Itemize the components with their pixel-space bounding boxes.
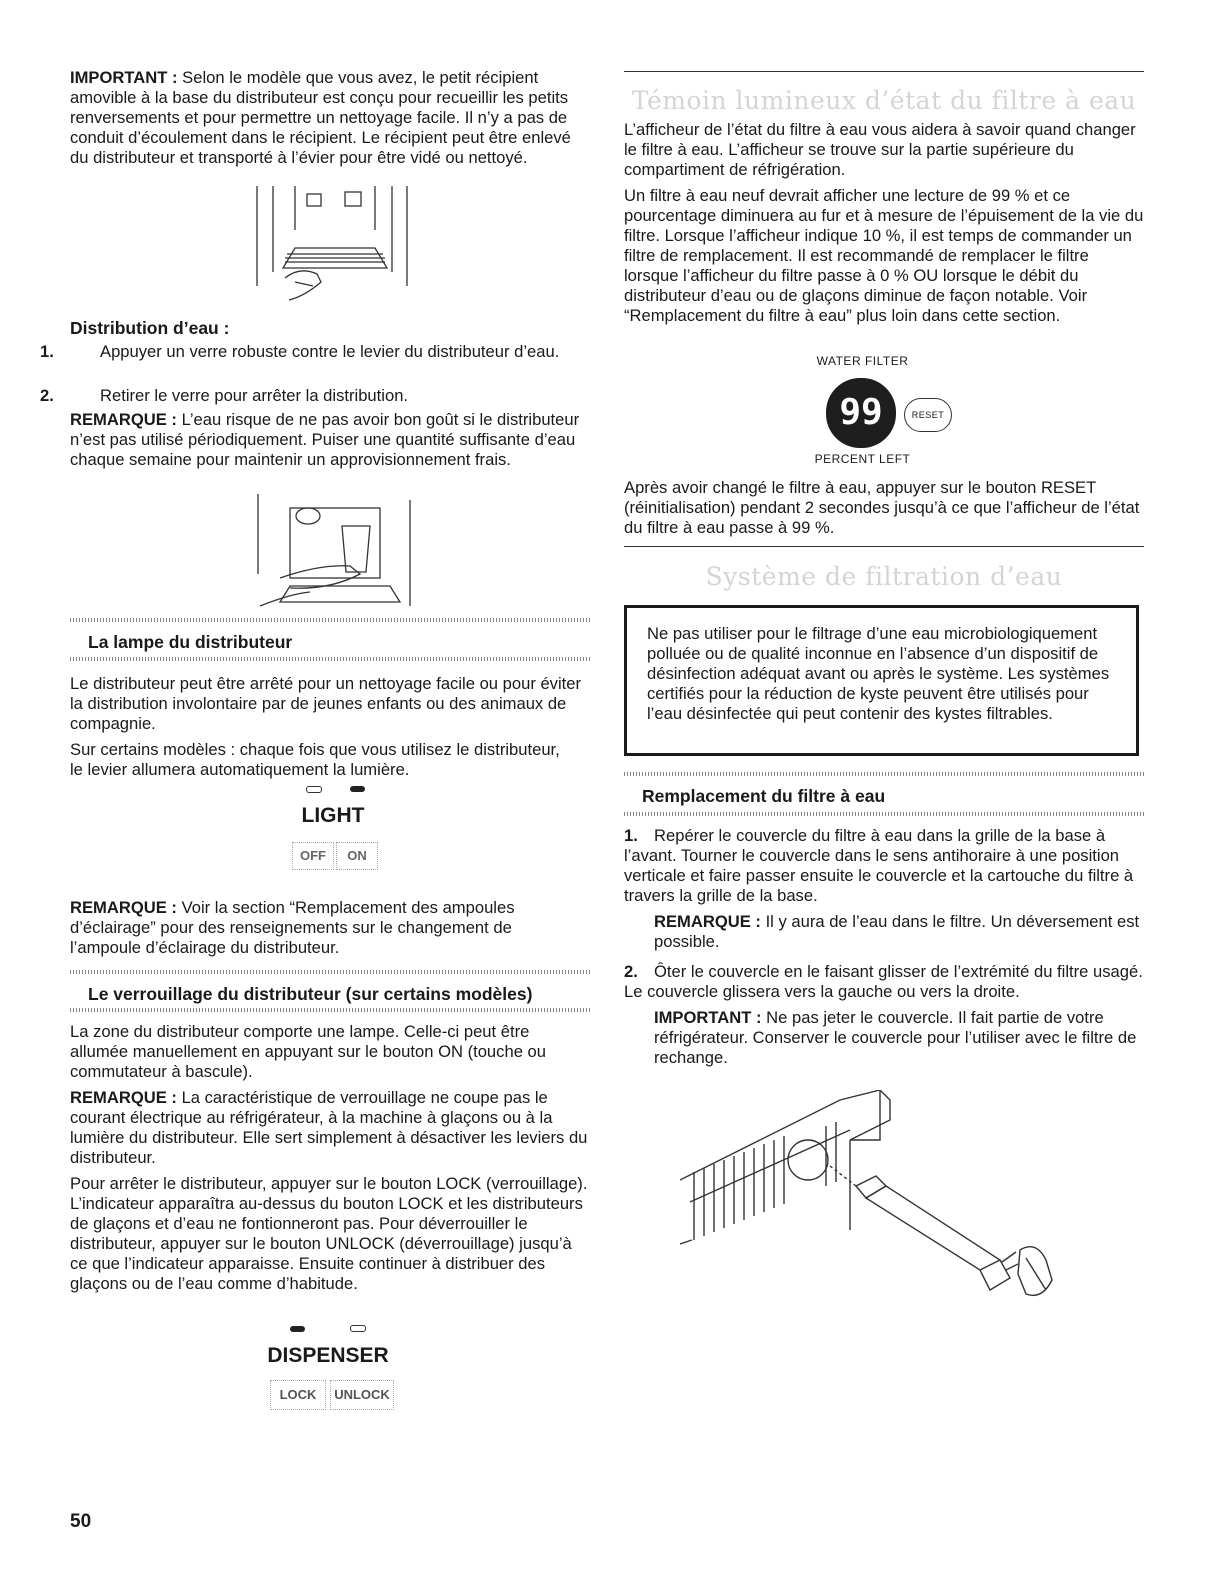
status-paragraph-1: L’afficheur de l’état du filtre à eau vous aidera à savoir quand changer le filtre à eau. L’afficheur se trouve sur la partie supérieure du compartiment de réfrigération. — [624, 120, 1136, 179]
divider-dots — [624, 772, 1144, 776]
dispenser-panel-title: DISPENSER — [267, 1344, 389, 1367]
unlock-indicator — [350, 1325, 366, 1332]
divider-dots — [70, 618, 590, 622]
light-off-indicator — [306, 786, 322, 793]
percent-left-label: PERCENT LEFT — [814, 452, 911, 466]
lock-paragraph-1: La zone du distributeur comporte une lampe. Celle-ci peut être allumée manuellement en appuyant sur le bouton ON (touche ou commutateur à bascule). — [70, 1022, 546, 1081]
replace-step-2: 2. Ôter le couvercle en le faisant glisser de l’extrémité du filtre usagé. Le couvercle glissera vers la gauche ou vers la droite. — [624, 962, 1143, 1001]
divider-dots — [70, 1008, 590, 1012]
dispenser-tray-illustration — [255, 186, 425, 314]
filter-status-title: Témoin lumineux d’état du filtre à eau — [631, 86, 1137, 115]
light-panel-title: LIGHT — [301, 804, 365, 827]
light-on-indicator — [350, 786, 365, 792]
unlock-button[interactable]: UNLOCK — [330, 1380, 394, 1410]
lamp-paragraph-1: Le distributeur peut être arrêté pour un nettoyage facile ou pour éviter la distribution involontaire par de jeunes enfants ou des animaux de compagnie. — [70, 674, 582, 733]
section-rule — [624, 546, 1144, 547]
water-filter-label: WATER FILTER — [816, 354, 909, 368]
replace-heading: Remplacement du filtre à eau — [642, 786, 886, 806]
reset-button[interactable]: RESET — [904, 398, 952, 432]
page-number: 50 — [70, 1511, 92, 1532]
lock-button[interactable]: LOCK — [270, 1380, 326, 1410]
glass-dispensing-illustration — [250, 494, 430, 608]
lock-note: REMARQUE : La caractéristique de verrouillage ne coupe pas le courant électrique au réfrigérateur, à la machine à glaçons ou à la lumière du distributeur. Elle sert simplement à désactiver les leviers du distributeur. — [70, 1088, 588, 1167]
warning-text: Ne pas utiliser pour le filtrage d’une eau microbiologiquement polluée ou de qualité inconnue en l’absence d’un dispositif de désinfection adéquat avant ou après le système. Les systèmes certifiés pour la réduction de kyste peuvent être utilisés pour l’eau désinfectée qui peut contenir des kystes filtrables. — [647, 624, 1110, 723]
water-filter-panel — [810, 352, 960, 470]
dispenser-lock-panel — [258, 1322, 398, 1418]
warning-box — [624, 605, 1139, 756]
filtration-system-title: Système de filtration d’eau — [705, 562, 1063, 591]
water-heading: Distribution d’eau : — [70, 318, 230, 338]
filter-percent-display: 99 — [826, 378, 896, 448]
lamp-paragraph-2: Sur certains modèles : chaque fois que vous utilisez le distributeur, le levier allumera automatiquement la lumière. — [70, 740, 560, 779]
intro-paragraph: IMPORTANT : Selon le modèle que vous avez, le petit récipient amovible à la base du distributeur est conçu pour recueillir les petits renversements et pour permettre un nettoyage facile. Il n’y a pas de conduit d’écoulement dans le récipient. Le récipient peut être enlevé du distributeur et transporté à l’évier pour être vidé ou nettoyé. — [70, 68, 571, 167]
divider-dots — [70, 657, 590, 661]
replace-step-1-note: REMARQUE : Il y aura de l’eau dans le filtre. Un déversement est possible. — [654, 912, 1140, 951]
replace-step-2-note: IMPORTANT : Ne pas jeter le couvercle. Il fait partie de votre réfrigérateur. Conserver le couvercle pour l’utiliser avec le filtre de rechange. — [654, 1008, 1137, 1067]
water-step-1: 1. Appuyer un verre robuste contre le levier du distributeur d’eau. — [40, 342, 560, 361]
status-paragraph-2: Un filtre à eau neuf devrait afficher une lecture de 99 % et ce pourcentage diminuera au fur et à mesure de l’épuisement de la vie du filtre. Lorsque l’afficheur indique 10 %, il est temps de commander un filtre de remplacement. Il est recommandé de remplacer le filtre lorsque l’afficheur du filtre passe à 0 % OU lorsque le débit du distributeur d’eau ou de glaçons diminue de façon notable. Voir “Remplacement du filtre à eau” plus loin dans cette section. — [624, 186, 1144, 325]
divider-dots — [70, 970, 590, 974]
lock-paragraph-2: Pour arrêter le distributeur, appuyer sur le bouton LOCK (verrouillage). L’indicateur apparaîtra au-dessus du bouton LOCK et les distributeurs de glaçons et d’eau ne fontionneront pas. Pour déverrouiller le distributeur, appuyer sur le bouton UNLOCK (déverrouillage) jusqu’à ce que l’indicateur apparaisse. Ensuite continuer à distribuer des glaçons ou de l’eau comme d’habitude. — [70, 1174, 588, 1293]
water-note: REMARQUE : L’eau risque de ne pas avoir bon goût si le distributeur n’est pas utilisé périodiquement. Puiser une quantité suffisante d’eau chaque semaine pour maintenir un approvisionnement frais. — [70, 410, 580, 469]
light-off-button[interactable]: OFF — [292, 842, 334, 870]
replace-step-1: 1. Repérer le couvercle du filtre à eau dans la grille de la base à l’avant. Tourner le couvercle dans le sens antihoraire à une position verticale et faire passer ensuite le couvercle et la cartouche du filtre à travers la grille de la base. — [624, 826, 1134, 905]
divider-dots — [624, 812, 1144, 816]
section-rule — [624, 71, 1144, 72]
lock-indicator — [290, 1326, 305, 1332]
light-on-button[interactable]: ON — [336, 842, 378, 870]
lamp-heading: La lampe du distributeur — [88, 632, 293, 652]
filter-removal-illustration — [680, 1090, 1110, 1320]
water-step-2: 2. Retirer le verre pour arrêter la distribution. — [40, 386, 409, 405]
lamp-note: REMARQUE : Voir la section “Remplacement des ampoules d’éclairage” pour des renseignements sur le changement de l’ampoule d’éclairage du distributeur. — [70, 898, 515, 957]
light-control-panel — [288, 786, 378, 878]
status-paragraph-3: Après avoir changé le filtre à eau, appuyer sur le bouton RESET (réinitialisation) pendant 2 secondes jusqu’à ce que l’afficheur de l’état du filtre à eau passe à 99 %. — [624, 478, 1140, 537]
lock-heading: Le verrouillage du distributeur (sur certains modèles) — [88, 984, 533, 1004]
